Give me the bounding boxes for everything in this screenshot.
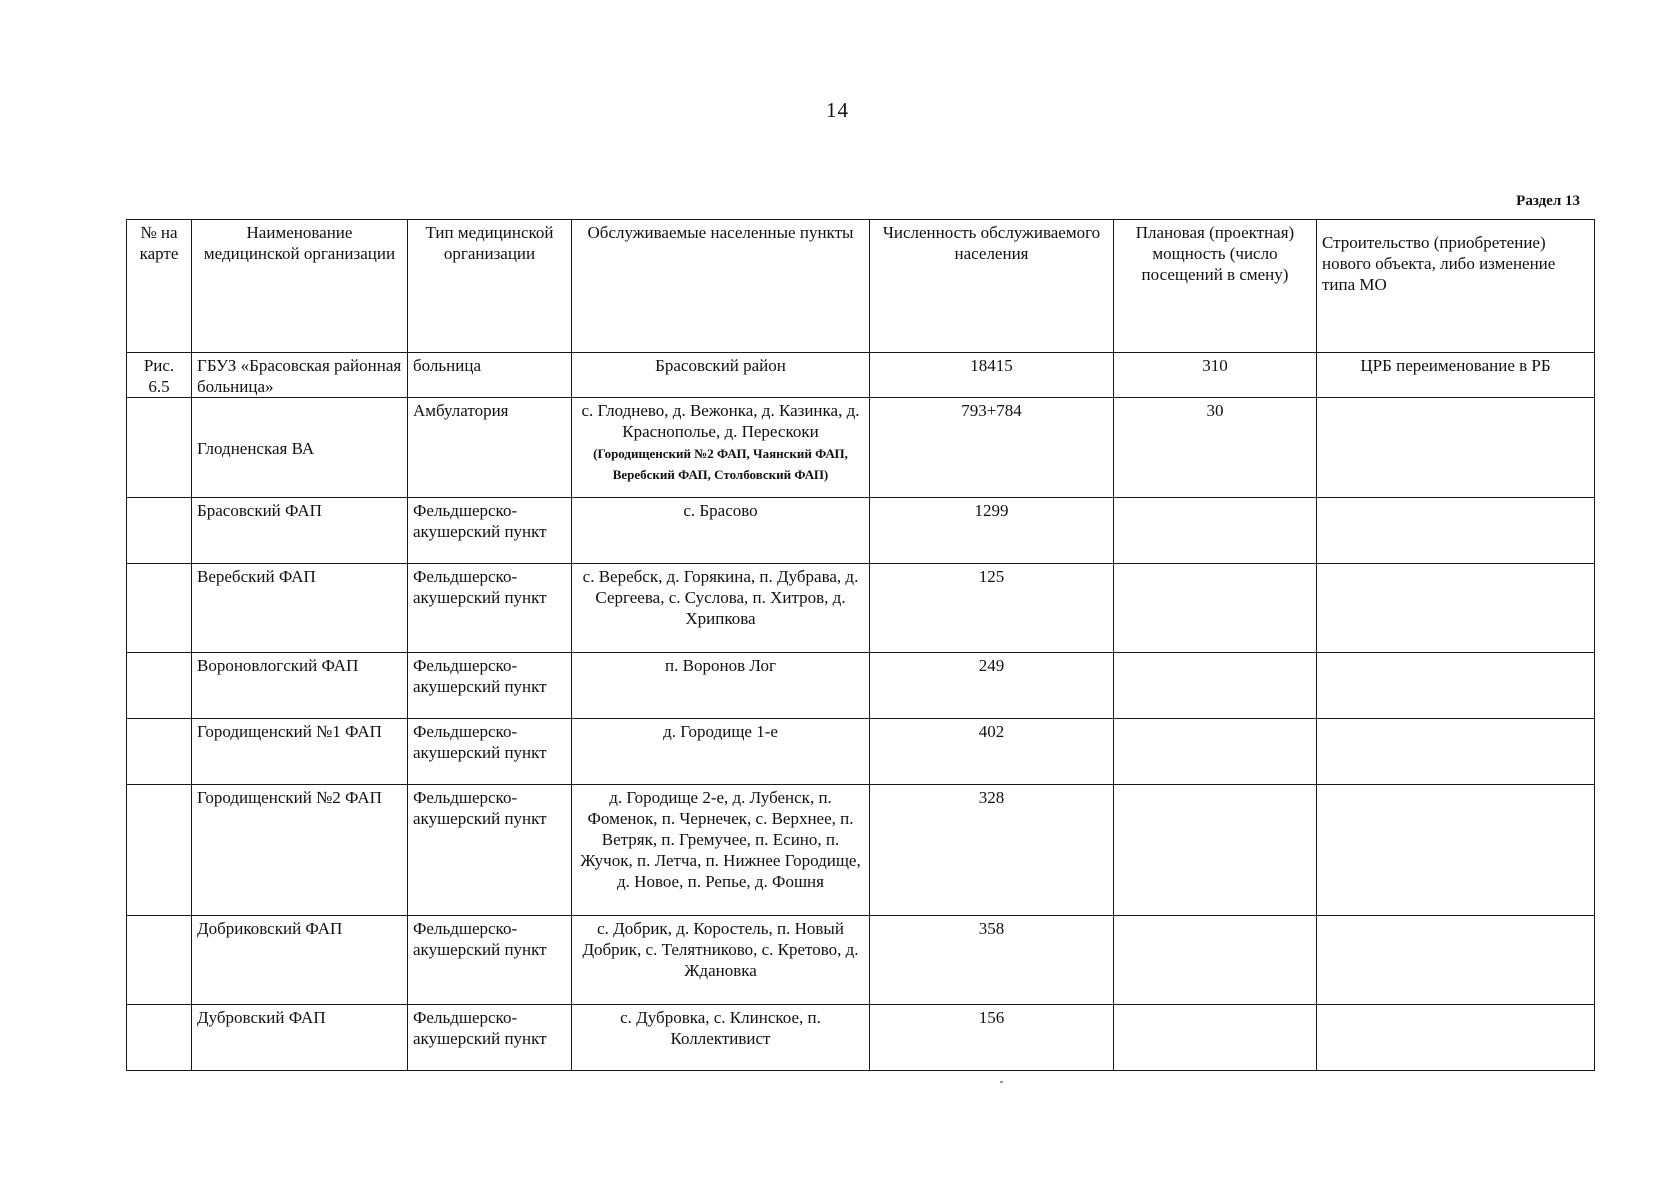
cell-construction bbox=[1317, 785, 1595, 916]
cell-served-settlements: Брасовский район bbox=[572, 353, 870, 398]
cell-served-population: 402 bbox=[870, 719, 1114, 785]
scan-speck bbox=[1000, 1081, 1003, 1083]
cell-served-population: 249 bbox=[870, 653, 1114, 719]
table-row bbox=[127, 785, 1595, 916]
table-row bbox=[127, 398, 1595, 498]
cell-served-settlements: с. Добрик, д. Коростель, п. Новый Добрик, с. Телятниково, с. Кретово, д. Ждановка bbox=[572, 916, 870, 1005]
cell-organization-name: Брасовский ФАП bbox=[192, 498, 408, 564]
table-row bbox=[127, 498, 1595, 564]
cell-organization-name: Городищенский №2 ФАП bbox=[192, 785, 408, 916]
header-served-settlements: Обслуживаемые населенные пункты bbox=[572, 220, 870, 353]
cell-organization-type: Фельдшерско-акушерский пункт bbox=[408, 653, 572, 719]
cell-planned-capacity bbox=[1114, 498, 1317, 564]
cell-served-population: 328 bbox=[870, 785, 1114, 916]
cell-map-number bbox=[127, 653, 192, 719]
cell-construction bbox=[1317, 653, 1595, 719]
cell-map-number bbox=[127, 1005, 192, 1071]
settlements-text: с. Глоднево, д. Вежонка, д. Казинка, д. Краснополье, д. Перескоки bbox=[581, 401, 860, 441]
cell-organization-name: Дубровский ФАП bbox=[192, 1005, 408, 1071]
section-label: Раздел 13 bbox=[1516, 193, 1580, 209]
table-row bbox=[127, 1005, 1595, 1071]
cell-served-settlements: с. Брасово bbox=[572, 498, 870, 564]
header-served-population: Численность обслуживаемого населения bbox=[870, 220, 1114, 353]
cell-organization-type: Фельдшерско-акушерский пункт bbox=[408, 564, 572, 653]
page-number: 14 bbox=[826, 98, 849, 122]
header-construction: Строительство (приобретение) нового объекта, либо изменение типа МО bbox=[1317, 220, 1595, 353]
cell-construction: ЦРБ переименование в РБ bbox=[1317, 353, 1595, 398]
cell-organization-name: Добриковский ФАП bbox=[192, 916, 408, 1005]
cell-organization-name: Вороновлогский ФАП bbox=[192, 653, 408, 719]
cell-served-population: 358 bbox=[870, 916, 1114, 1005]
cell-map-number bbox=[127, 398, 192, 498]
header-map-number: № на карте bbox=[127, 220, 192, 353]
cell-served-settlements: п. Воронов Лог bbox=[572, 653, 870, 719]
settlements-note: (Городищенский №2 ФАП, Чаянский ФАП, Веребский ФАП, Столбовский ФАП) bbox=[593, 446, 848, 482]
table-row bbox=[127, 916, 1595, 1005]
cell-planned-capacity bbox=[1114, 916, 1317, 1005]
cell-construction bbox=[1317, 564, 1595, 653]
cell-organization-type: Фельдшерско-акушерский пункт bbox=[408, 1005, 572, 1071]
cell-served-population: 18415 bbox=[870, 353, 1114, 398]
table-row bbox=[127, 719, 1595, 785]
cell-served-settlements: д. Городище 1-е bbox=[572, 719, 870, 785]
cell-organization-name: Веребский ФАП bbox=[192, 564, 408, 653]
cell-served-population: 793+784 bbox=[870, 398, 1114, 498]
cell-construction bbox=[1317, 916, 1595, 1005]
header-planned-capacity: Плановая (проектная) мощность (число посещений в смену) bbox=[1114, 220, 1317, 353]
cell-served-population: 1299 bbox=[870, 498, 1114, 564]
cell-map-number bbox=[127, 785, 192, 916]
cell-organization-type: Фельдшерско-акушерский пункт bbox=[408, 719, 572, 785]
cell-map-number: Рис. 6.5 bbox=[127, 353, 192, 398]
cell-organization-name: ГБУЗ «Брасовская районная больница» bbox=[192, 353, 408, 398]
cell-served-settlements: д. Городище 2-е, д. Лубенск, п. Фоменок, п. Чернечек, с. Верхнее, п. Ветряк, п. Гремучее, п. Есино, п. Жучок, п. Летча, п. Нижнее Городище, д. Новое, п. Репье, д. Фошня bbox=[572, 785, 870, 916]
cell-construction bbox=[1317, 719, 1595, 785]
cell-organization-type: больница bbox=[408, 353, 572, 398]
cell-map-number bbox=[127, 916, 192, 1005]
cell-served-settlements bbox=[572, 398, 870, 498]
cell-served-settlements: с. Дубровка, с. Клинское, п. Коллективист bbox=[572, 1005, 870, 1071]
cell-map-number bbox=[127, 719, 192, 785]
cell-organization-type: Фельдшерско-акушерский пункт bbox=[408, 498, 572, 564]
table-row bbox=[127, 564, 1595, 653]
cell-map-number bbox=[127, 564, 192, 653]
table-header-row bbox=[127, 220, 1595, 353]
cell-organization-name: Городищенский №1 ФАП bbox=[192, 719, 408, 785]
cell-organization-type: Фельдшерско-акушерский пункт bbox=[408, 785, 572, 916]
cell-served-population: 156 bbox=[870, 1005, 1114, 1071]
cell-planned-capacity bbox=[1114, 564, 1317, 653]
header-organization-name: Наименование медицинской организации bbox=[192, 220, 408, 353]
table-row bbox=[127, 353, 1595, 398]
cell-organization-type: Фельдшерско-акушерский пункт bbox=[408, 916, 572, 1005]
cell-organization-name: Глодненская ВА bbox=[192, 398, 408, 498]
cell-planned-capacity bbox=[1114, 785, 1317, 916]
cell-served-population: 125 bbox=[870, 564, 1114, 653]
table-row bbox=[127, 653, 1595, 719]
cell-planned-capacity bbox=[1114, 1005, 1317, 1071]
cell-map-number bbox=[127, 498, 192, 564]
cell-construction bbox=[1317, 398, 1595, 498]
cell-construction bbox=[1317, 498, 1595, 564]
cell-planned-capacity bbox=[1114, 653, 1317, 719]
cell-planned-capacity bbox=[1114, 719, 1317, 785]
medical-organizations-table bbox=[126, 219, 1595, 1071]
cell-planned-capacity: 310 bbox=[1114, 353, 1317, 398]
cell-served-settlements: с. Веребск, д. Горякина, п. Дубрава, д. Сергеева, с. Суслова, п. Хитров, д. Хрипкова bbox=[572, 564, 870, 653]
cell-planned-capacity: 30 bbox=[1114, 398, 1317, 498]
cell-construction bbox=[1317, 1005, 1595, 1071]
header-organization-type: Тип медицинской организации bbox=[408, 220, 572, 353]
cell-organization-type: Амбулатория bbox=[408, 398, 572, 498]
